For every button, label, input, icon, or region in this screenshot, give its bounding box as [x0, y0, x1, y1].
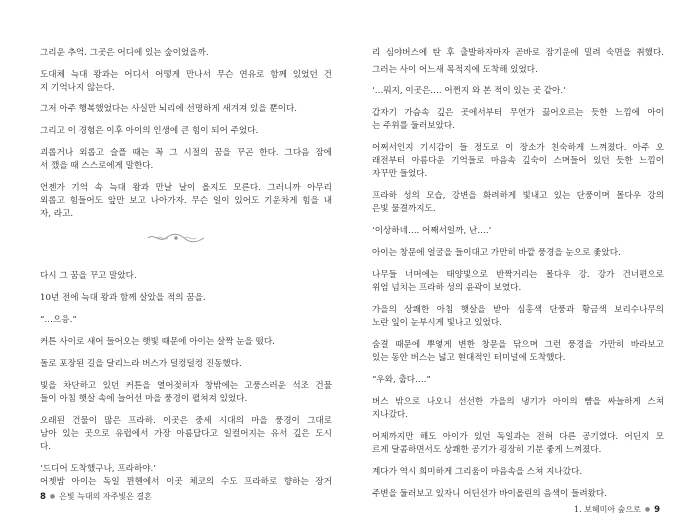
- text-line: 버스 밖으로 나오니 선선한 가을의 냉기가 아이의 뺨을 싸늘하게 스쳐: [372, 397, 664, 407]
- text-line: 남아 있는 곳으로 유럽에서 가장 아름답다고 일컬어지는 유서 깊은 도시: [40, 429, 332, 439]
- chapter-title: 1. 보헤미아 숲으로: [574, 505, 641, 514]
- text-line: 숨결 때문에 뿌옇게 변한 창문을 닦으며 그런 풍경을 가만히 바라보고: [372, 340, 664, 350]
- text-line: 갑자기 가슴속 깊은 곳에서부터 무언가 끓어오르는 듯한 느낌에 아이: [372, 108, 664, 118]
- text-line: 자, 라고.: [40, 209, 74, 219]
- text-line: 외롭고 힘들어도 앞만 보고 나아가자. 무슨 일이 있어도 기운차게 힘을 내: [40, 196, 332, 206]
- text-line: 프라하 성의 모습, 강변을 화려하게 빛내고 있는 단풍이며 몰다우 강의: [372, 191, 664, 201]
- text-line: 어젯밤 아이는 독일 뮌헨에서 이곳 체코의 수도 프라하로 향하는 장거: [40, 477, 332, 487]
- text-line: 돌로 포장된 길을 달리느라 버스가 덜컹덜컹 진동했다.: [40, 359, 242, 369]
- text-line: 들이 아침 햇살 속에 늘어선 마을 풍경이 펼쳐져 있었다.: [40, 394, 248, 404]
- text-line: ‘드디어 도착했구나, 프라하야.’: [40, 464, 157, 474]
- text-line: 자꾸만 들었다.: [372, 169, 428, 179]
- right-page: [350, 0, 700, 522]
- page-footer-left: [40, 492, 152, 502]
- text-line: 다시 그 꿈을 꾸고 말았다.: [40, 271, 137, 281]
- footer-separator-dot: ●: [49, 493, 56, 500]
- text-line: 나무들 너머에는 태양빛으로 반짝거리는 몰다우 강. 강가 건너편으로: [372, 270, 664, 280]
- text-line: 어제까지만 해도 아이가 있던 독일과는 전혀 다른 공기였다. 어딘지 모: [372, 432, 664, 442]
- text-line: 도대체 늑대 왕과는 어디서 어떻게 만나서 무슨 연유로 함께 있었던 건: [40, 70, 332, 80]
- text-line: 그리고 이 경험은 이후 아이의 인생에 큰 힘이 되어 주었다.: [40, 126, 259, 136]
- text-line: 가을의 상쾌한 아침 햇살을 받아 심홍색 단풍과 황금색 보리수나무의: [372, 305, 664, 315]
- text-line: 그러는 사이 어느새 목적지에 도착해 있었다.: [372, 65, 538, 75]
- text-line: 있는 동안 버스는 넓고 현대적인 터미널에 도착했다.: [372, 353, 566, 363]
- text-line: 오래된 건물이 많은 프라하. 이곳은 중세 시대의 마을 풍경이 그대로: [40, 416, 332, 426]
- text-line: 다.: [40, 442, 52, 452]
- text-line: 그리운 추억. 그곳은 어디에 있는 숲이었을까.: [40, 48, 209, 58]
- text-line: 그저 아주 행복했었다는 사실만 뇌리에 선명하게 새겨져 있을 뿐이다.: [40, 104, 298, 114]
- section-divider-ornament: [146, 232, 206, 244]
- text-line: “…으응.”: [40, 315, 77, 325]
- text-line: 아이는 창문에 얼굴을 들이대고 가만히 바깥 풍경을 눈으로 좇았다.: [372, 248, 621, 258]
- text-line: 리 심야버스에 탄 후 출발하자마자 곧바로 잠기운에 밀려 숙면을 취했다.: [372, 48, 664, 58]
- text-line: 10년 전에 늑대 왕과 함께 살았을 적의 꿈을.: [40, 293, 206, 303]
- text-line: 커튼 사이로 새어 들어오는 햇빛 때문에 아이는 살짝 눈을 떴다.: [40, 337, 275, 347]
- text-line: 빛을 차단하고 있던 커튼을 열어젖히자 창밖에는 고풍스러운 석조 건물: [40, 381, 332, 391]
- text-line: 괴롭거나 외롭고 슬플 때는 꼭 그 시절의 꿈을 꾸곤 한다. 그다음 잠에: [40, 148, 332, 158]
- text-line: 어쩌서인지 기시감이 들 정도로 이 장소가 친숙하게 느껴졌다. 아주 오: [372, 143, 664, 153]
- footer-separator-dot: ●: [644, 506, 651, 513]
- text-line: 은빛 물결까지도.: [372, 204, 436, 214]
- text-line: 지나갔다.: [372, 410, 408, 420]
- text-line: “우와, 춥다….”: [372, 375, 431, 385]
- text-line: 주변을 둘러보고 있자니 어딘선가 바이올린의 음색이 들려왔다.: [372, 489, 607, 499]
- text-line: 계다가 역시 희미하게 그리움이 마음속을 스쳐 지나갔다.: [372, 467, 583, 477]
- text-line: 노란 잎이 눈부시게 빛나고 있었다.: [372, 318, 502, 328]
- text-line: ‘이상하네…. 어째서일까, 난….’: [372, 226, 492, 236]
- page-footer-right: [574, 505, 660, 515]
- text-line: 언젠가 기억 속 늑대 왕과 만날 날이 올지도 모른다. 그러니까 아무리: [40, 183, 332, 193]
- text-line: 위엄 넘치는 프라하 성의 윤곽이 보였다.: [372, 283, 522, 293]
- text-line: 래전부터 아름다운 기억들로 마음속 깊숙이 스며들어 있던 듯한 느낌이: [372, 156, 664, 166]
- text-line: 서 깼을 때 스스로에게 말한다.: [40, 161, 154, 171]
- text-line: 르게 달콤하면서도 상쾌한 공기가 굉장히 기분 좋게 느껴졌다.: [372, 445, 602, 455]
- text-line: 는 주위를 둘러보았다.: [372, 121, 455, 131]
- text-line: 지 기억나지 않는다.: [40, 83, 115, 93]
- text-line: ‘…뭐지, 이곳은…. 어쩐지 와 본 적이 있는 곳 같아.’: [372, 86, 566, 96]
- page-number: 9: [654, 505, 660, 515]
- page-number: 8: [40, 492, 46, 502]
- book-title: 은빛 늑대의 자주빛은 결혼: [59, 492, 152, 501]
